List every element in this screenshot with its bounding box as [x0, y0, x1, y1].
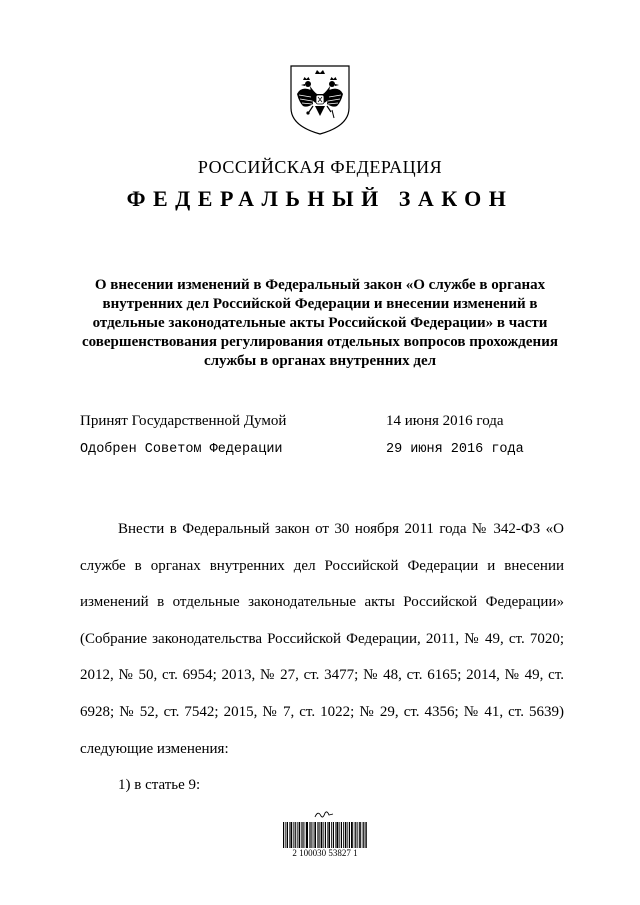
adopted-label: Принят Государственной Думой: [80, 413, 287, 429]
law-type-heading: ФЕДЕРАЛЬНЫЙ ЗАКОН: [126, 186, 514, 211]
coat-of-arms-emblem: [289, 64, 351, 136]
law-title-line: отдельные законодательные акты Российской Федерации» в части: [92, 315, 548, 331]
law-title-line: совершенствования регулирования отдельных вопросов прохождения: [82, 334, 558, 350]
barcode-bars-icon: [283, 822, 367, 848]
signature-mark-icon: [313, 808, 335, 820]
adopted-date: 14 июня 2016 года: [386, 413, 504, 429]
law-title: [80, 276, 560, 371]
approved-label: Одобрен Советом Федерации: [80, 442, 283, 457]
law-title-line: внутренних дел Российской Федерации и внесении изменений в: [102, 296, 538, 312]
barcode-digits: 2 100030 53827 1: [292, 848, 358, 858]
law-body: [80, 511, 564, 804]
body-paragraph: Внести в Федеральный закон от 30 ноября 2011 года № 342-ФЗ «О службе в органах внутренних дел Российской Федерации и внесении изменений в отдельные законодательные акты Российской Федерации» (Собрание законодательства Российской Федерации, 2011, № 49, ст. 7020; 2012, № 50, ст. 6954; 2013, № 27, ст. 3477; № 48, ст. 6165; 2014, № 49, ст. 6928; № 52, ст. 7542; 2015, № 7, ст. 1022; № 29, ст. 4356; № 41, ст. 5639) следующие изменения:: [80, 521, 564, 757]
country-heading: РОССИЙСКАЯ ФЕДЕРАЦИЯ: [197, 157, 443, 177]
approved-date: 29 июня 2016 года: [386, 442, 524, 457]
law-title-line: службы в органах внутренних дел: [203, 353, 437, 369]
law-title-line: О внесении изменений в Федеральный закон «О службе в органах: [94, 277, 546, 293]
double-headed-eagle-icon: [289, 64, 351, 136]
document-barcode: [279, 808, 371, 858]
body-item-1: 1) в статье 9:: [118, 777, 201, 794]
